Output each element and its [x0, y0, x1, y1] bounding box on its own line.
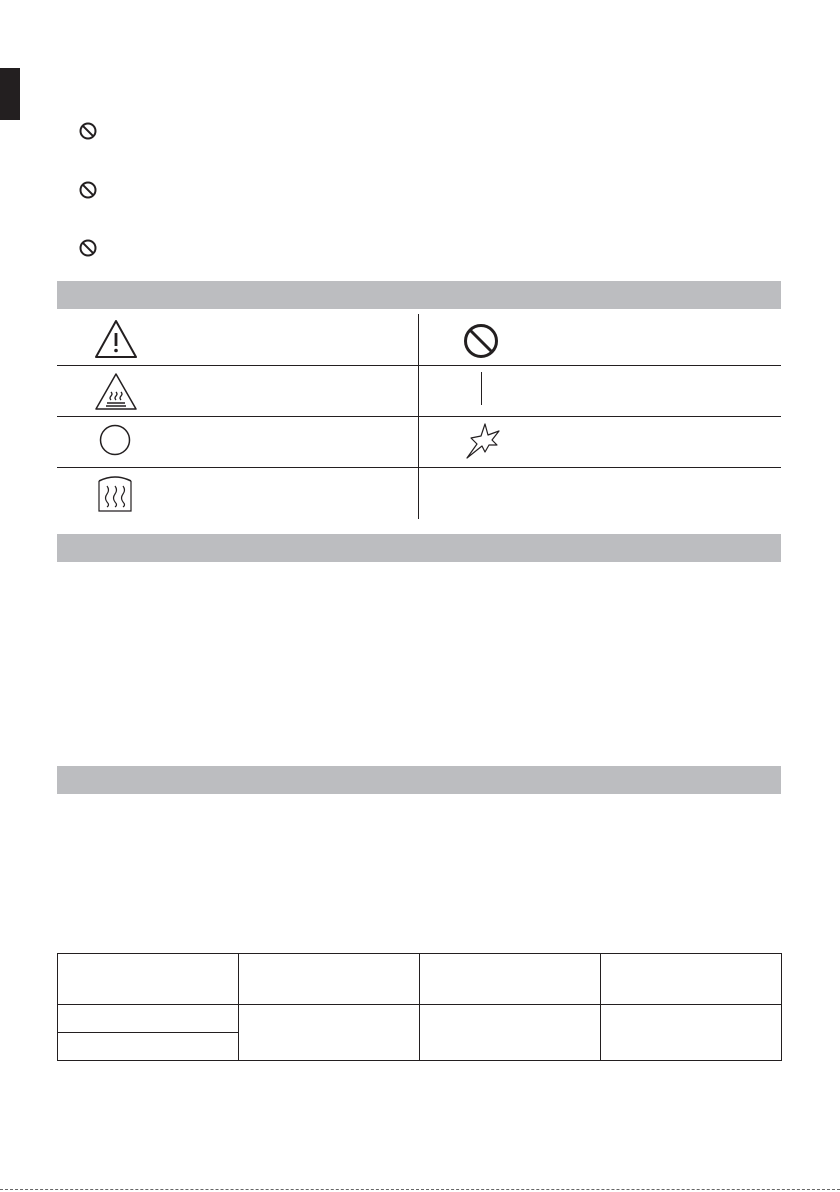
- hot-surface-warning-icon: [93, 372, 139, 412]
- table-cell: [420, 1005, 601, 1061]
- table-header-cell: [601, 954, 782, 1005]
- prohibition-icon: [78, 121, 98, 141]
- table-row: [58, 954, 782, 1005]
- table-header-cell: [239, 954, 420, 1005]
- table-header-cell: [420, 954, 601, 1005]
- explosion-icon: [463, 420, 503, 462]
- section-header-bar: [57, 766, 781, 794]
- language-tab: [0, 68, 20, 120]
- row-divider: [57, 416, 781, 417]
- prohibition-icon: [462, 322, 500, 360]
- table-cell: [58, 1005, 239, 1033]
- table-row: [58, 1005, 782, 1033]
- table-cell: [601, 1005, 782, 1061]
- hot-steam-icon: [96, 473, 134, 513]
- table-cell: [239, 1005, 420, 1061]
- spec-table: [57, 953, 782, 1061]
- table-header-cell: [58, 954, 239, 1005]
- warning-triangle-icon: [93, 318, 139, 360]
- table-cell: [58, 1033, 239, 1061]
- page-bottom-rule: [0, 1189, 840, 1190]
- mandatory-action-circle-icon: [99, 424, 131, 456]
- row-divider: [57, 365, 781, 366]
- prohibition-icon: [78, 238, 98, 258]
- section-header-bar: [57, 281, 781, 309]
- symbols-table: [57, 314, 781, 519]
- section-header-bar: [57, 534, 781, 562]
- row-divider: [57, 467, 781, 468]
- prohibition-icon: [78, 180, 98, 200]
- symbol-line: [481, 372, 482, 405]
